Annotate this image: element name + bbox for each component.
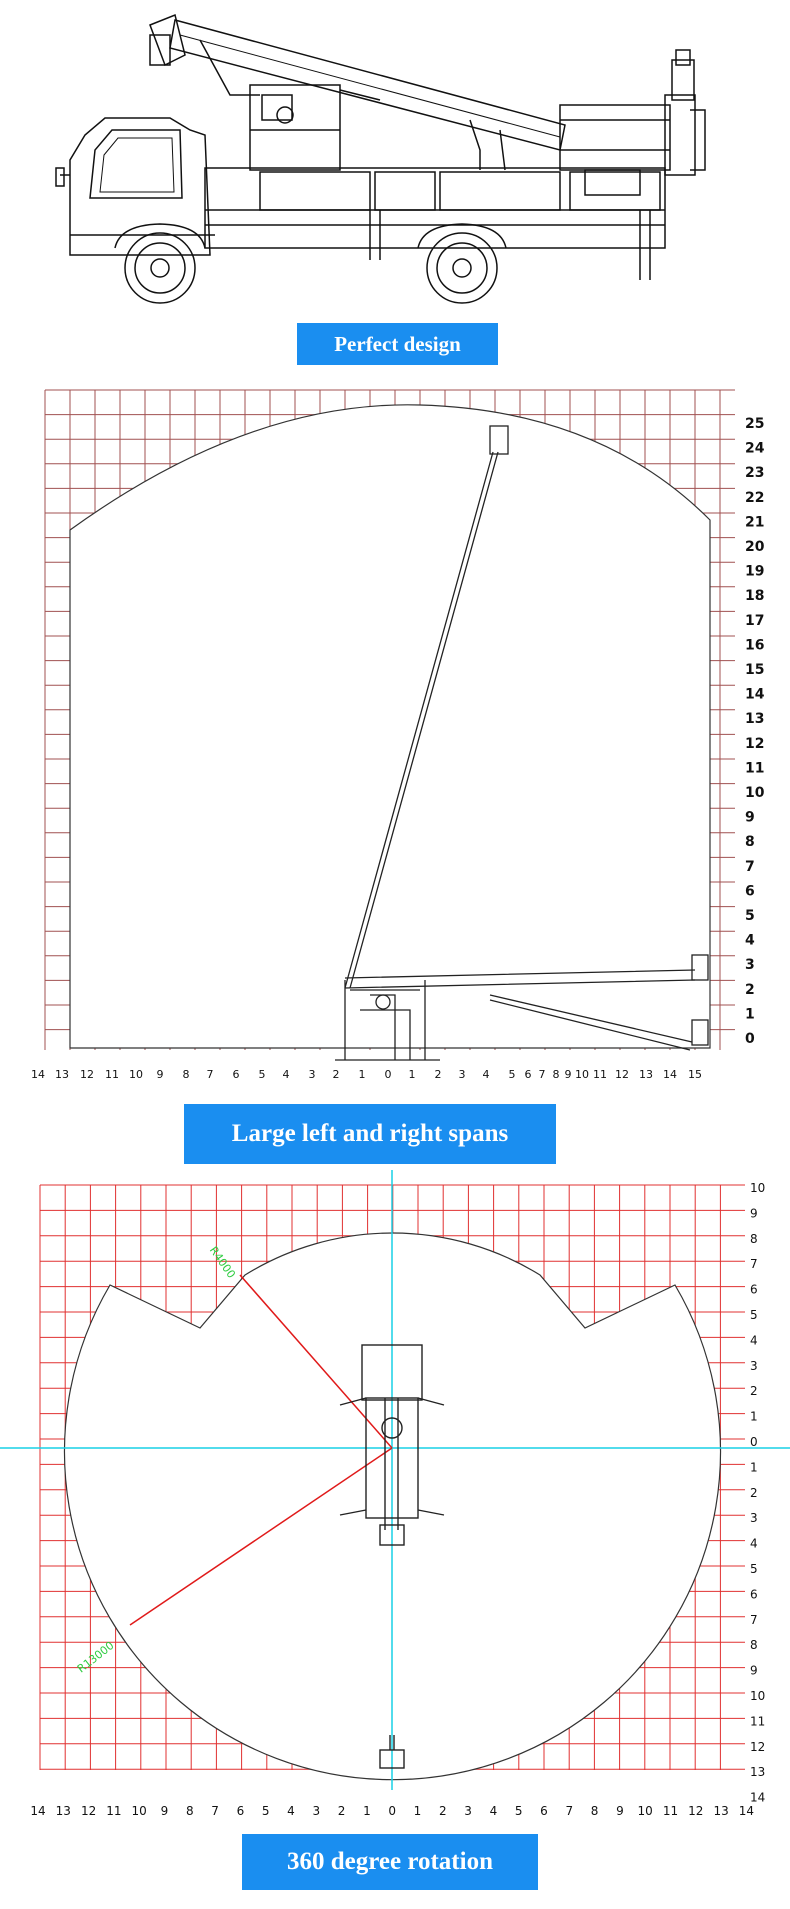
- span-x-tick: 2: [434, 1068, 442, 1081]
- span-x-tick: 15: [688, 1068, 702, 1081]
- rotation-caption: 360 degree rotation: [242, 1834, 538, 1890]
- span-y-tick: 15: [745, 662, 765, 678]
- rotation-x-tick: 12: [80, 1804, 97, 1818]
- span-x-tick: 8: [182, 1068, 190, 1081]
- rotation-y-tick: 7: [750, 1612, 758, 1627]
- rotation-y-tick: 8: [750, 1231, 758, 1246]
- span-x-tick: 3: [308, 1068, 316, 1081]
- rotation-x-tick: 9: [616, 1804, 624, 1818]
- span-y-tick: 13: [745, 711, 765, 728]
- rotation-y-tick: 12: [750, 1739, 766, 1754]
- large-spans-caption: Large left and right spans: [184, 1104, 556, 1164]
- span-x-tick: 2: [332, 1068, 340, 1081]
- rotation-y-tick: 11: [750, 1714, 766, 1729]
- rotation-diagram-section: [0, 1170, 790, 1909]
- span-x-tick: 9: [564, 1068, 572, 1081]
- rotation-y-tick: 13: [750, 1765, 766, 1780]
- rotation-x-tick: 3: [464, 1804, 472, 1818]
- span-x-tick: 3: [458, 1068, 466, 1081]
- span-x-tick: 4: [282, 1068, 290, 1081]
- rotation-y-tick: 10: [750, 1689, 766, 1703]
- rotation-y-tick: 9: [750, 1206, 758, 1221]
- span-x-tick: 5: [508, 1068, 516, 1081]
- span-y-tick: 11: [745, 760, 765, 777]
- span-x-tick: 9: [156, 1068, 164, 1081]
- rotation-y-tick: 10: [750, 1181, 766, 1195]
- rotation-x-tick: 4: [287, 1804, 295, 1818]
- span-y-tick: 12: [745, 735, 765, 752]
- span-x-tick: 10: [575, 1068, 589, 1081]
- radius-label-small: R4000: [206, 1244, 238, 1281]
- span-x-tick: 0: [384, 1068, 392, 1081]
- rotation-y-tick: 3: [750, 1511, 758, 1526]
- span-y-tick: 3: [745, 957, 755, 974]
- rotation-y-tick: 4: [750, 1333, 758, 1348]
- span-x-tick: 6: [524, 1068, 532, 1081]
- rotation-y-tick: 7: [750, 1257, 758, 1272]
- rotation-y-tick: 2: [750, 1485, 758, 1500]
- span-x-tick: 6: [232, 1068, 240, 1081]
- rotation-y-tick: 5: [750, 1562, 758, 1576]
- rotation-x-tick: 10: [637, 1804, 653, 1818]
- span-y-tick: 4: [745, 932, 755, 949]
- perfect-design-caption: Perfect design: [297, 323, 498, 365]
- truck-drawing: [0, 0, 790, 300]
- span-diagram-section: [0, 370, 790, 1170]
- rotation-x-tick: 11: [106, 1804, 122, 1818]
- rotation-x-tick: 0: [388, 1804, 397, 1818]
- rotation-diagram: [0, 1170, 790, 1909]
- span-y-tick: 7: [745, 858, 755, 875]
- rotation-y-tick: 0: [750, 1435, 758, 1449]
- span-x-tick: 5: [258, 1068, 266, 1081]
- rotation-x-tick: 1: [413, 1804, 422, 1818]
- rotation-y-tick: 1: [750, 1460, 758, 1475]
- span-y-tick: 17: [745, 612, 765, 629]
- span-x-tick: 13: [55, 1068, 69, 1081]
- rotation-y-tick: 2: [750, 1384, 758, 1399]
- rotation-y-tick: 1: [750, 1409, 758, 1424]
- span-y-tick: 23: [745, 465, 765, 482]
- rotation-x-tick: 7: [211, 1804, 219, 1818]
- span-x-tick: 12: [615, 1068, 629, 1081]
- rotation-x-tick: 4: [489, 1804, 498, 1818]
- span-x-tick: 14: [663, 1068, 677, 1081]
- rotation-x-tick: 8: [590, 1804, 599, 1818]
- span-y-tick: 20: [745, 539, 765, 555]
- rotation-x-tick: 5: [261, 1804, 270, 1818]
- span-y-tick: 10: [745, 785, 765, 801]
- span-x-tick: 10: [129, 1068, 143, 1081]
- rotation-x-tick: 5: [514, 1804, 523, 1818]
- span-x-tick: 11: [593, 1068, 607, 1081]
- span-x-tick: 7: [538, 1068, 546, 1081]
- span-y-tick: 0: [745, 1031, 755, 1047]
- rotation-y-tick: 8: [750, 1638, 758, 1653]
- span-x-tick: 11: [105, 1068, 119, 1081]
- rotation-y-tick: 4: [750, 1536, 758, 1551]
- rotation-x-tick: 12: [688, 1804, 704, 1818]
- span-y-tick: 25: [745, 416, 765, 432]
- span-x-tick: 13: [639, 1068, 653, 1081]
- span-x-tick: 12: [80, 1068, 94, 1081]
- rotation-x-tick: 13: [55, 1804, 71, 1818]
- rotation-x-tick: 6: [236, 1804, 245, 1818]
- span-x-tick: 1: [358, 1068, 366, 1081]
- span-x-tick: 7: [206, 1068, 214, 1081]
- span-diagram: [0, 370, 790, 1170]
- rotation-x-tick: 3: [312, 1804, 321, 1818]
- rotation-x-tick: 6: [540, 1804, 548, 1818]
- rotation-y-tick: 6: [750, 1587, 758, 1602]
- rotation-y-tick: 14: [750, 1790, 766, 1805]
- rotation-x-tick: 10: [131, 1804, 147, 1818]
- span-x-tick: 4: [482, 1068, 490, 1081]
- span-y-tick: 19: [745, 563, 765, 580]
- truck-section: [0, 0, 790, 370]
- span-y-tick: 14: [745, 686, 765, 703]
- rotation-x-tick: 2: [337, 1804, 346, 1818]
- span-y-tick: 5: [745, 908, 755, 924]
- rotation-x-tick: 14: [30, 1804, 46, 1818]
- rotation-x-tick: 7: [565, 1804, 574, 1818]
- rotation-x-tick: 14: [738, 1804, 755, 1818]
- span-y-tick: 6: [745, 883, 755, 900]
- span-y-tick: 18: [745, 588, 765, 605]
- span-y-tick: 1: [745, 1006, 755, 1023]
- span-y-tick: 22: [745, 489, 765, 506]
- span-x-tick: 14: [31, 1068, 45, 1081]
- span-y-tick: 24: [745, 440, 765, 457]
- rotation-x-tick: 1: [363, 1804, 371, 1818]
- span-y-tick: 2: [745, 981, 755, 998]
- span-y-tick: 16: [745, 637, 765, 654]
- rotation-x-tick: 8: [185, 1804, 194, 1818]
- radius-label-large: R13000: [74, 1638, 117, 1676]
- rotation-x-tick: 2: [438, 1804, 447, 1818]
- rotation-y-tick: 5: [750, 1308, 758, 1322]
- rotation-y-tick: 6: [750, 1282, 758, 1297]
- rotation-x-tick: 13: [713, 1804, 729, 1818]
- span-x-tick: 8: [552, 1068, 560, 1081]
- span-y-tick: 9: [745, 809, 755, 826]
- rotation-x-tick: 9: [160, 1804, 169, 1818]
- span-y-tick: 8: [745, 834, 755, 851]
- span-y-tick: 21: [745, 514, 765, 531]
- span-x-tick: 1: [408, 1068, 416, 1081]
- rotation-y-tick: 9: [750, 1663, 758, 1678]
- rotation-y-tick: 3: [750, 1358, 758, 1373]
- span-envelope: [70, 405, 710, 1048]
- rotation-x-tick: 11: [662, 1804, 679, 1818]
